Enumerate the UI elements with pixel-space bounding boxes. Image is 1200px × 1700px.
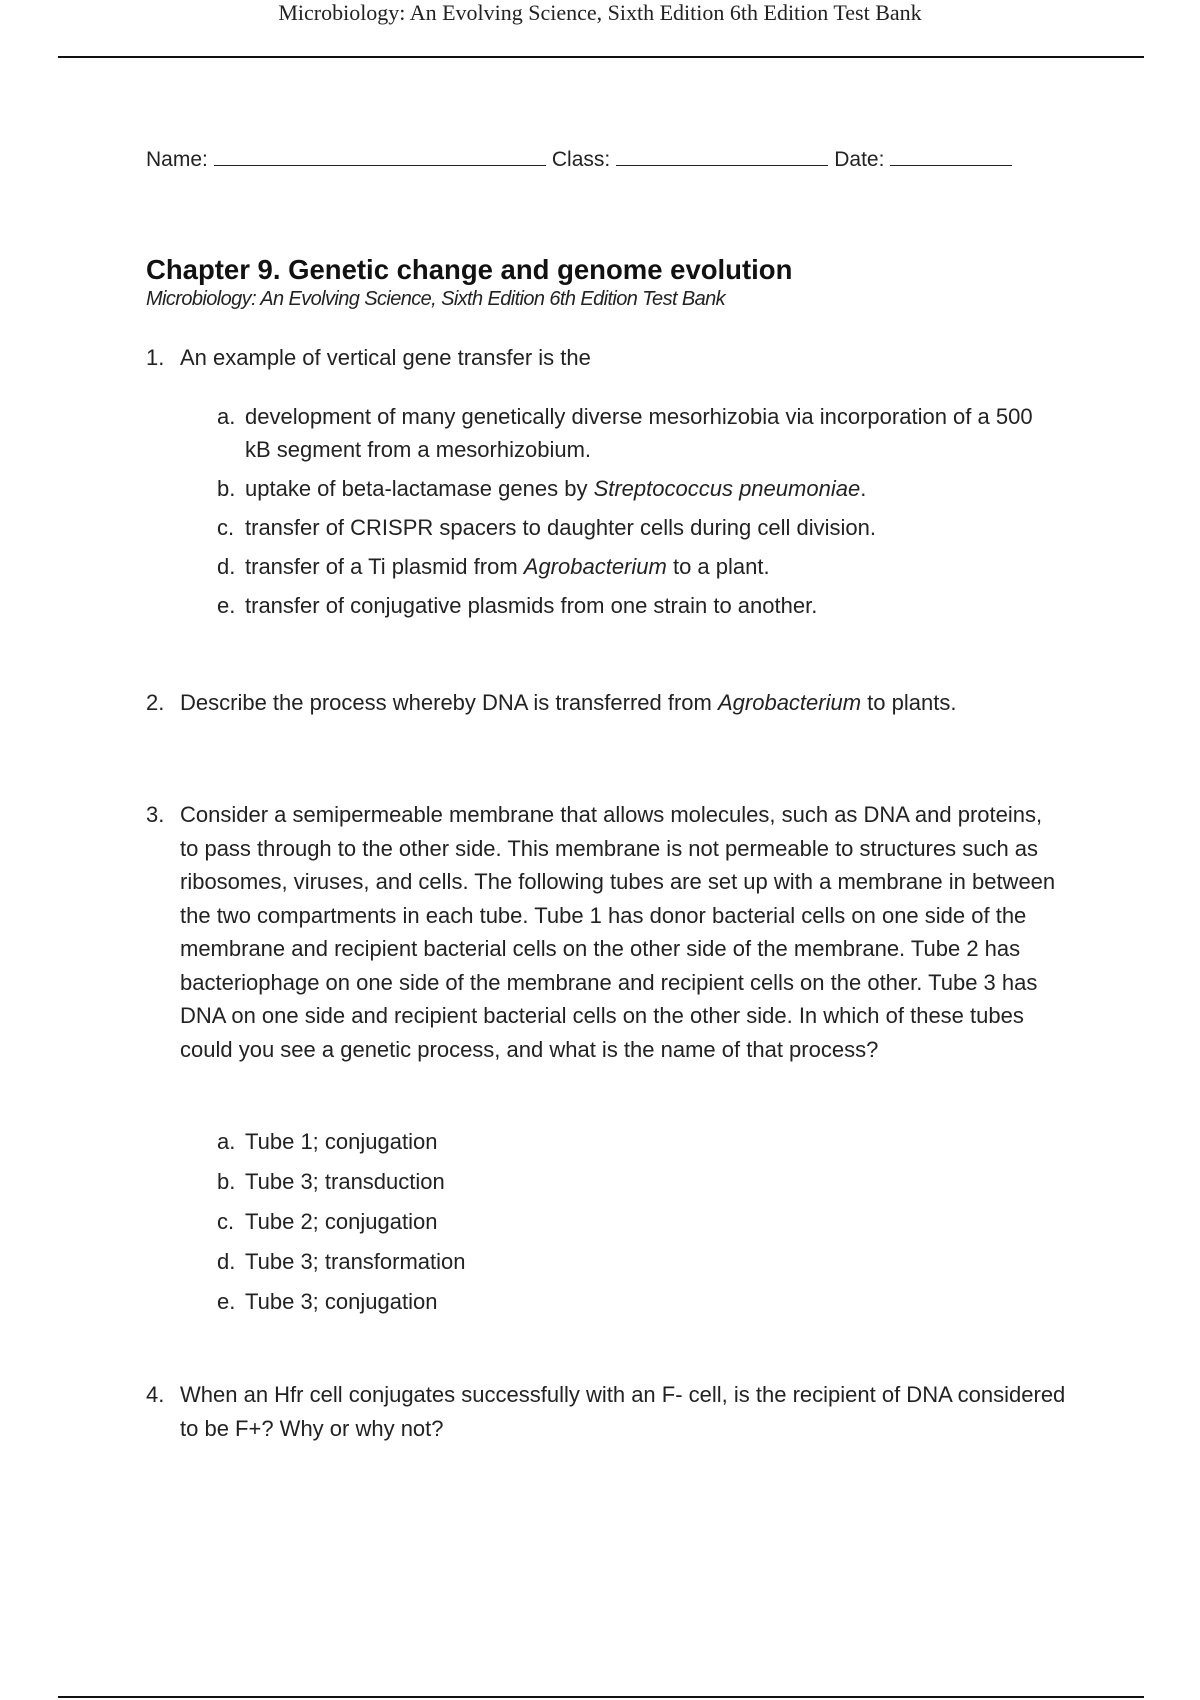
option-e[interactable]	[217, 1285, 1057, 1318]
option-letter: c.	[217, 515, 235, 540]
name-label: Name:	[146, 148, 208, 171]
question-text: Consider a semipermeable membrane that allows molecules, such as DNA and proteins, to pass through to the other side. This membrane is not permeable to structures such as ribosomes, viruses, and cells. The following tubes are set up with a membrane in between the two compartments in each tube. Tube 1 has donor bacterial cells on one side of the membrane and recipient bacterial cells on the other side of the membrane. Tube 2 has bacteriophage on one side of the membrane and recipient cells on the other. Tube 3 has DNA on one side and recipient bacterial cells on the other side. In which of these tubes could you see a genetic process, and what is the name of that process?	[180, 802, 1056, 1062]
question-1-options	[217, 400, 1057, 628]
option-c[interactable]	[217, 1205, 1057, 1238]
question-2	[146, 686, 1066, 720]
option-b[interactable]	[217, 472, 1057, 505]
question-3-options	[217, 1125, 1057, 1325]
running-header: Microbiology: An Evolving Science, Sixth Edition 6th Edition Test Bank	[278, 0, 922, 25]
option-letter: d.	[217, 554, 236, 579]
option-letter: a.	[217, 404, 236, 429]
question-4	[146, 1378, 1066, 1445]
date-label: Date:	[834, 148, 885, 171]
chapter-title: Chapter 9. Genetic change and genome evolution	[146, 254, 793, 285]
option-c[interactable]	[217, 511, 1057, 544]
option-b[interactable]	[217, 1165, 1057, 1198]
option-a[interactable]	[217, 400, 1057, 466]
option-text: Tube 1; conjugation	[245, 1129, 438, 1154]
genus-name: Agrobacterium	[523, 554, 667, 579]
question-number: 2.	[146, 690, 165, 715]
student-info-line	[146, 145, 1018, 172]
option-text: Tube 2; conjugation	[245, 1209, 438, 1234]
option-text: transfer of conjugative plasmids from one strain to another.	[245, 593, 818, 618]
option-text: uptake of beta-lactamase genes by Streptococcus pneumoniae.	[245, 476, 867, 501]
option-letter: b.	[217, 1169, 236, 1194]
question-text: Describe the process whereby DNA is transferred from Agrobacterium to plants.	[180, 690, 957, 715]
date-blank[interactable]	[890, 145, 1012, 166]
option-text: transfer of a Ti plasmid from Agrobacterium to a plant.	[245, 554, 770, 579]
question-text: An example of vertical gene transfer is the	[180, 345, 591, 370]
genus-name: Agrobacterium	[717, 690, 862, 715]
species-name: Streptococcus pneumoniae	[593, 476, 861, 501]
header-rule	[58, 56, 1144, 58]
name-blank[interactable]	[214, 145, 546, 166]
option-text: Tube 3; conjugation	[245, 1289, 438, 1314]
question-3	[146, 798, 1066, 1066]
option-text: Tube 3; transduction	[245, 1169, 445, 1194]
option-letter: e.	[217, 1289, 236, 1314]
footer-rule	[58, 1696, 1144, 1698]
question-text: When an Hfr cell conjugates successfully with an F- cell, is the recipient of DNA considered to be F+? Why or why not?	[180, 1382, 1066, 1441]
option-text: transfer of CRISPR spacers to daughter cells during cell division.	[245, 515, 876, 540]
question-1	[146, 341, 1066, 375]
option-d[interactable]	[217, 550, 1057, 583]
option-letter: a.	[217, 1129, 236, 1154]
option-e[interactable]	[217, 589, 1057, 622]
question-number: 4.	[146, 1382, 165, 1407]
option-text: Tube 3; transformation	[245, 1249, 466, 1274]
option-letter: e.	[217, 593, 236, 618]
class-label: Class:	[551, 148, 611, 171]
option-letter: d.	[217, 1249, 236, 1274]
class-blank[interactable]	[616, 145, 828, 166]
option-text: development of many genetically diverse mesorhizobia via incorporation of a 500 kB segment from a mesorhizobium.	[245, 404, 1033, 462]
question-number: 1.	[146, 345, 165, 370]
option-d[interactable]	[217, 1245, 1057, 1278]
option-letter: c.	[217, 1209, 235, 1234]
chapter-subtitle: Microbiology: An Evolving Science, Sixth Edition 6th Edition Test Bank	[146, 288, 726, 310]
question-number: 3.	[146, 802, 165, 827]
option-a[interactable]	[217, 1125, 1057, 1158]
option-letter: b.	[217, 476, 236, 501]
